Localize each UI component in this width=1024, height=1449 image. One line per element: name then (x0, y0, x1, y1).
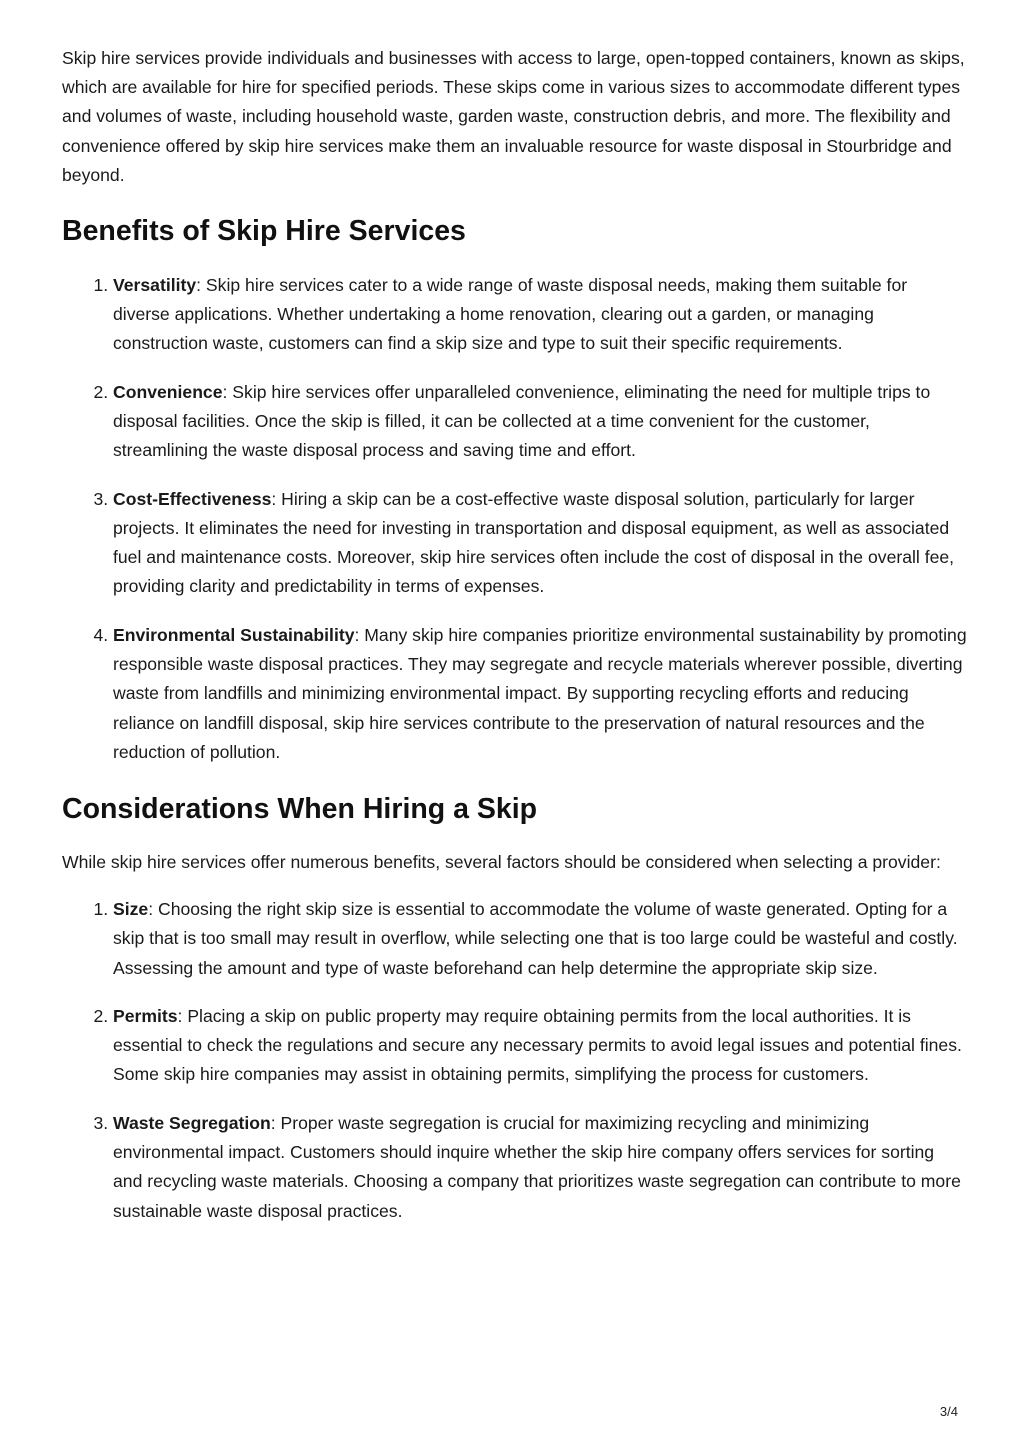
list-item (113, 271, 968, 359)
list-item-term: Convenience (113, 381, 223, 402)
document-page (62, 44, 968, 1226)
considerations-heading: Considerations When Hiring a Skip (62, 792, 538, 825)
list-item-text: : Skip hire services cater to a wide range of waste disposal needs, making them suitable for diverse applications. Whether undertaking a home renovation, clearing out a garden, or managing construction waste, customers can find a skip size and type to suit their specific requirements. (113, 275, 908, 354)
list-item-text: : Proper waste segregation is crucial for maximizing recycling and minimizing environmental impact. Customers should inquire whether the skip hire company offers services for sorting and recycling waste materials. Choosing a company that prioritizes waste segregation can contribute to more sustainable waste disposal practices. (113, 1112, 961, 1221)
list-item-term: Size (113, 899, 149, 920)
list-item-term: Versatility (113, 275, 197, 296)
page-number: 3/4 (939, 1404, 958, 1419)
list-item-text: : Skip hire services offer unparalleled convenience, eliminating the need for multiple trips to disposal facilities. Once the skip is filled, it can be collected at a time convenient for the customer, streamlining the waste disposal process and saving time and effort. (113, 381, 931, 461)
list-item (113, 895, 968, 983)
list-item-text: : Hiring a skip can be a cost-effective waste disposal solution, particularly for larger projects. It eliminates the need for investing in transportation and disposal equipment, as well as associated fuel and maintenance costs. Moreover, skip hire services often include the cost of disposal in the overall fee, providing clarity and predictability in terms of expenses. (113, 488, 955, 597)
list-item-term: Waste Segregation (113, 1112, 271, 1133)
benefits-heading: Benefits of Skip Hire Services (62, 215, 466, 248)
list-item-term: Environmental Sustainability (113, 624, 355, 645)
intro-paragraph: Skip hire services provide individuals and businesses with access to large, open-topped containers, known as skips, which are available for hire for specified periods. These skips come in various sizes to accommodate different types and volumes of waste, including household waste, garden waste, construction debris, and more. The flexibility and convenience offered by skip hire services make them an invaluable resource for waste disposal in Stourbridge and beyond. (62, 48, 965, 185)
list-item-text: : Many skip hire companies prioritize environmental sustainability by promoting responsible waste disposal practices. They may segregate and recycle materials wherever possible, diverting waste from landfills and minimizing environmental impact. By supporting recycling efforts and reducing reliance on landfill disposal, skip hire services contribute to the preservation of natural resources and the reduction of pollution. (113, 624, 967, 762)
list-item (113, 485, 968, 602)
list-item-term: Permits (113, 1006, 178, 1027)
list-item (113, 621, 968, 767)
considerations-list (62, 895, 968, 1226)
benefits-list (62, 271, 968, 767)
list-item (113, 1109, 968, 1226)
list-item-text: : Choosing the right skip size is essential to accommodate the volume of waste generated. Opting for a skip that is too small may result in overflow, while selecting one that is too large could be wasteful and costly. Assessing the amount and type of waste beforehand can help determine the appropriate skip size. (113, 899, 958, 978)
considerations-intro-paragraph: While skip hire services offer numerous benefits, several factors should be considered when selecting a provider: (62, 851, 941, 872)
list-item-text: : Placing a skip on public property may require obtaining permits from the local authorities. It is essential to check the regulations and secure any necessary permits to avoid legal issues and potential fines. Some skip hire companies may assist in obtaining permits, simplifying the process for customers. (113, 1006, 962, 1085)
list-item (113, 378, 968, 466)
list-item-term: Cost-Effectiveness (113, 488, 272, 509)
list-item (113, 1002, 968, 1090)
